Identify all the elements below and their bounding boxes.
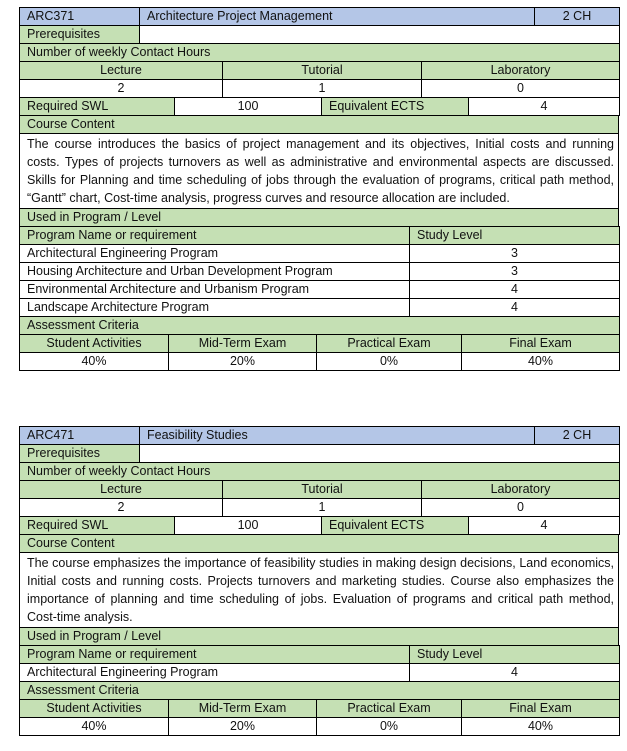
prerequisites-value — [140, 26, 620, 44]
tutorial-value: 1 — [223, 499, 422, 517]
lecture-header: Lecture — [20, 481, 223, 499]
lecture-value: 2 — [20, 80, 223, 98]
final-exam-header: Final Exam — [462, 335, 620, 353]
ects-label: Equivalent ECTS — [322, 98, 469, 116]
program-name-header: Program Name or requirement — [20, 227, 410, 245]
swl-value: 100 — [175, 517, 322, 535]
ects-label: Equivalent ECTS — [322, 517, 469, 535]
content-text-row — [20, 553, 619, 628]
program-name: Landscape Architecture Program — [20, 299, 410, 317]
content-label-row — [20, 116, 619, 134]
prerequisites-label: Prerequisites — [20, 26, 140, 44]
programs-table — [19, 226, 620, 335]
swl-label: Required SWL — [20, 98, 175, 116]
course-content-text: The course emphasizes the importance of feasibility studies in making design decisions, Land economics, Initial costs and running costs. Projects turnovers and marketing studies. Course also emphasizes the importance of planning and time scheduling of jobs. Evaluation of programs and critical path method, Cost-time analysis. — [20, 553, 619, 628]
contact-hours-label-row — [20, 44, 620, 62]
programs-label-row — [20, 209, 619, 227]
assessment-label-row — [20, 317, 620, 335]
content-label-row — [20, 535, 619, 553]
assessment-value-row — [20, 718, 620, 736]
program-name-header: Program Name or requirement — [20, 646, 410, 664]
credit-hours: 2 CH — [535, 427, 620, 445]
prerequisites-row — [20, 26, 620, 44]
program-row — [20, 299, 620, 317]
course-title-row — [20, 427, 620, 445]
workload-table — [19, 97, 620, 116]
midterm-exam-value: 20% — [169, 718, 317, 736]
midterm-exam-header: Mid-Term Exam — [169, 335, 317, 353]
assessment-criteria-label: Assessment Criteria — [20, 317, 620, 335]
credit-hours: 2 CH — [535, 8, 620, 26]
final-exam-value: 40% — [462, 353, 620, 371]
used-in-program-label: Used in Program / Level — [20, 628, 619, 646]
lecture-value: 2 — [20, 499, 223, 517]
prerequisites-label: Prerequisites — [20, 445, 140, 463]
programs-table — [19, 645, 620, 700]
student-activities-value: 40% — [20, 353, 169, 371]
student-activities-header: Student Activities — [20, 700, 169, 718]
workload-row — [20, 517, 620, 535]
midterm-exam-header: Mid-Term Exam — [169, 700, 317, 718]
student-activities-header: Student Activities — [20, 335, 169, 353]
contact-hours-header-row — [20, 481, 620, 499]
swl-value: 100 — [175, 98, 322, 116]
tutorial-header: Tutorial — [223, 62, 422, 80]
contact-hours-value-row — [20, 80, 620, 98]
workload-row — [20, 98, 620, 116]
contact-hours-header-row — [20, 62, 620, 80]
program-name: Housing Architecture and Urban Development Program — [20, 263, 410, 281]
laboratory-header: Laboratory — [422, 62, 620, 80]
programs-label-row — [20, 628, 619, 646]
practical-exam-value: 0% — [317, 353, 462, 371]
prerequisites-value — [140, 445, 620, 463]
swl-label: Required SWL — [20, 517, 175, 535]
content-text-row — [20, 134, 619, 209]
contact-hours-label-row — [20, 463, 620, 481]
program-row — [20, 263, 620, 281]
programs-header-row — [20, 646, 620, 664]
assessment-table — [19, 699, 620, 736]
program-level: 4 — [410, 299, 620, 317]
program-level: 4 — [410, 664, 620, 682]
lecture-header: Lecture — [20, 62, 223, 80]
contact-hours-table — [19, 61, 620, 98]
program-name: Architectural Engineering Program — [20, 245, 410, 263]
course-header-table — [19, 426, 620, 481]
final-exam-header: Final Exam — [462, 700, 620, 718]
study-level-header: Study Level — [410, 227, 620, 245]
practical-exam-header: Practical Exam — [317, 335, 462, 353]
assessment-label-row — [20, 682, 620, 700]
study-level-header: Study Level — [410, 646, 620, 664]
course-title-row — [20, 8, 620, 26]
program-level: 3 — [410, 245, 620, 263]
tutorial-header: Tutorial — [223, 481, 422, 499]
course-card-arc371 — [19, 7, 619, 371]
prerequisites-row — [20, 445, 620, 463]
used-in-program-label: Used in Program / Level — [20, 209, 619, 227]
tutorial-value: 1 — [223, 80, 422, 98]
course-content-label: Course Content — [20, 116, 619, 134]
assessment-table — [19, 334, 620, 371]
midterm-exam-value: 20% — [169, 353, 317, 371]
laboratory-header: Laboratory — [422, 481, 620, 499]
ects-value: 4 — [469, 98, 620, 116]
ects-value: 4 — [469, 517, 620, 535]
course-card-arc471 — [19, 426, 619, 736]
practical-exam-header: Practical Exam — [317, 700, 462, 718]
assessment-header-row — [20, 335, 620, 353]
content-table — [19, 115, 619, 227]
course-content-label: Course Content — [20, 535, 619, 553]
program-row — [20, 245, 620, 263]
programs-header-row — [20, 227, 620, 245]
program-level: 3 — [410, 263, 620, 281]
program-name: Architectural Engineering Program — [20, 664, 410, 682]
laboratory-value: 0 — [422, 499, 620, 517]
course-title: Architecture Project Management — [140, 8, 535, 26]
assessment-criteria-label: Assessment Criteria — [20, 682, 620, 700]
program-level: 4 — [410, 281, 620, 299]
course-content-text: The course introduces the basics of project management and its objectives, Initial costs and running costs. Types of projects turnovers as well as administrative and environmental aspects are discussed. Skills for Planning and time scheduling of jobs through the evaluation of programs, critical path method, “Gantt” chart, Cost-time analysis, progress curves and resource allocation are included. — [20, 134, 619, 209]
laboratory-value: 0 — [422, 80, 620, 98]
course-code: ARC371 — [20, 8, 140, 26]
course-code: ARC471 — [20, 427, 140, 445]
assessment-header-row — [20, 700, 620, 718]
workload-table — [19, 516, 620, 535]
program-row — [20, 281, 620, 299]
content-table — [19, 534, 619, 646]
contact-hours-value-row — [20, 499, 620, 517]
practical-exam-value: 0% — [317, 718, 462, 736]
program-name: Environmental Architecture and Urbanism Program — [20, 281, 410, 299]
contact-hours-table — [19, 480, 620, 517]
final-exam-value: 40% — [462, 718, 620, 736]
contact-hours-label: Number of weekly Contact Hours — [20, 44, 620, 62]
assessment-value-row — [20, 353, 620, 371]
contact-hours-label: Number of weekly Contact Hours — [20, 463, 620, 481]
program-row — [20, 664, 620, 682]
course-header-table — [19, 7, 620, 62]
course-title: Feasibility Studies — [140, 427, 535, 445]
student-activities-value: 40% — [20, 718, 169, 736]
